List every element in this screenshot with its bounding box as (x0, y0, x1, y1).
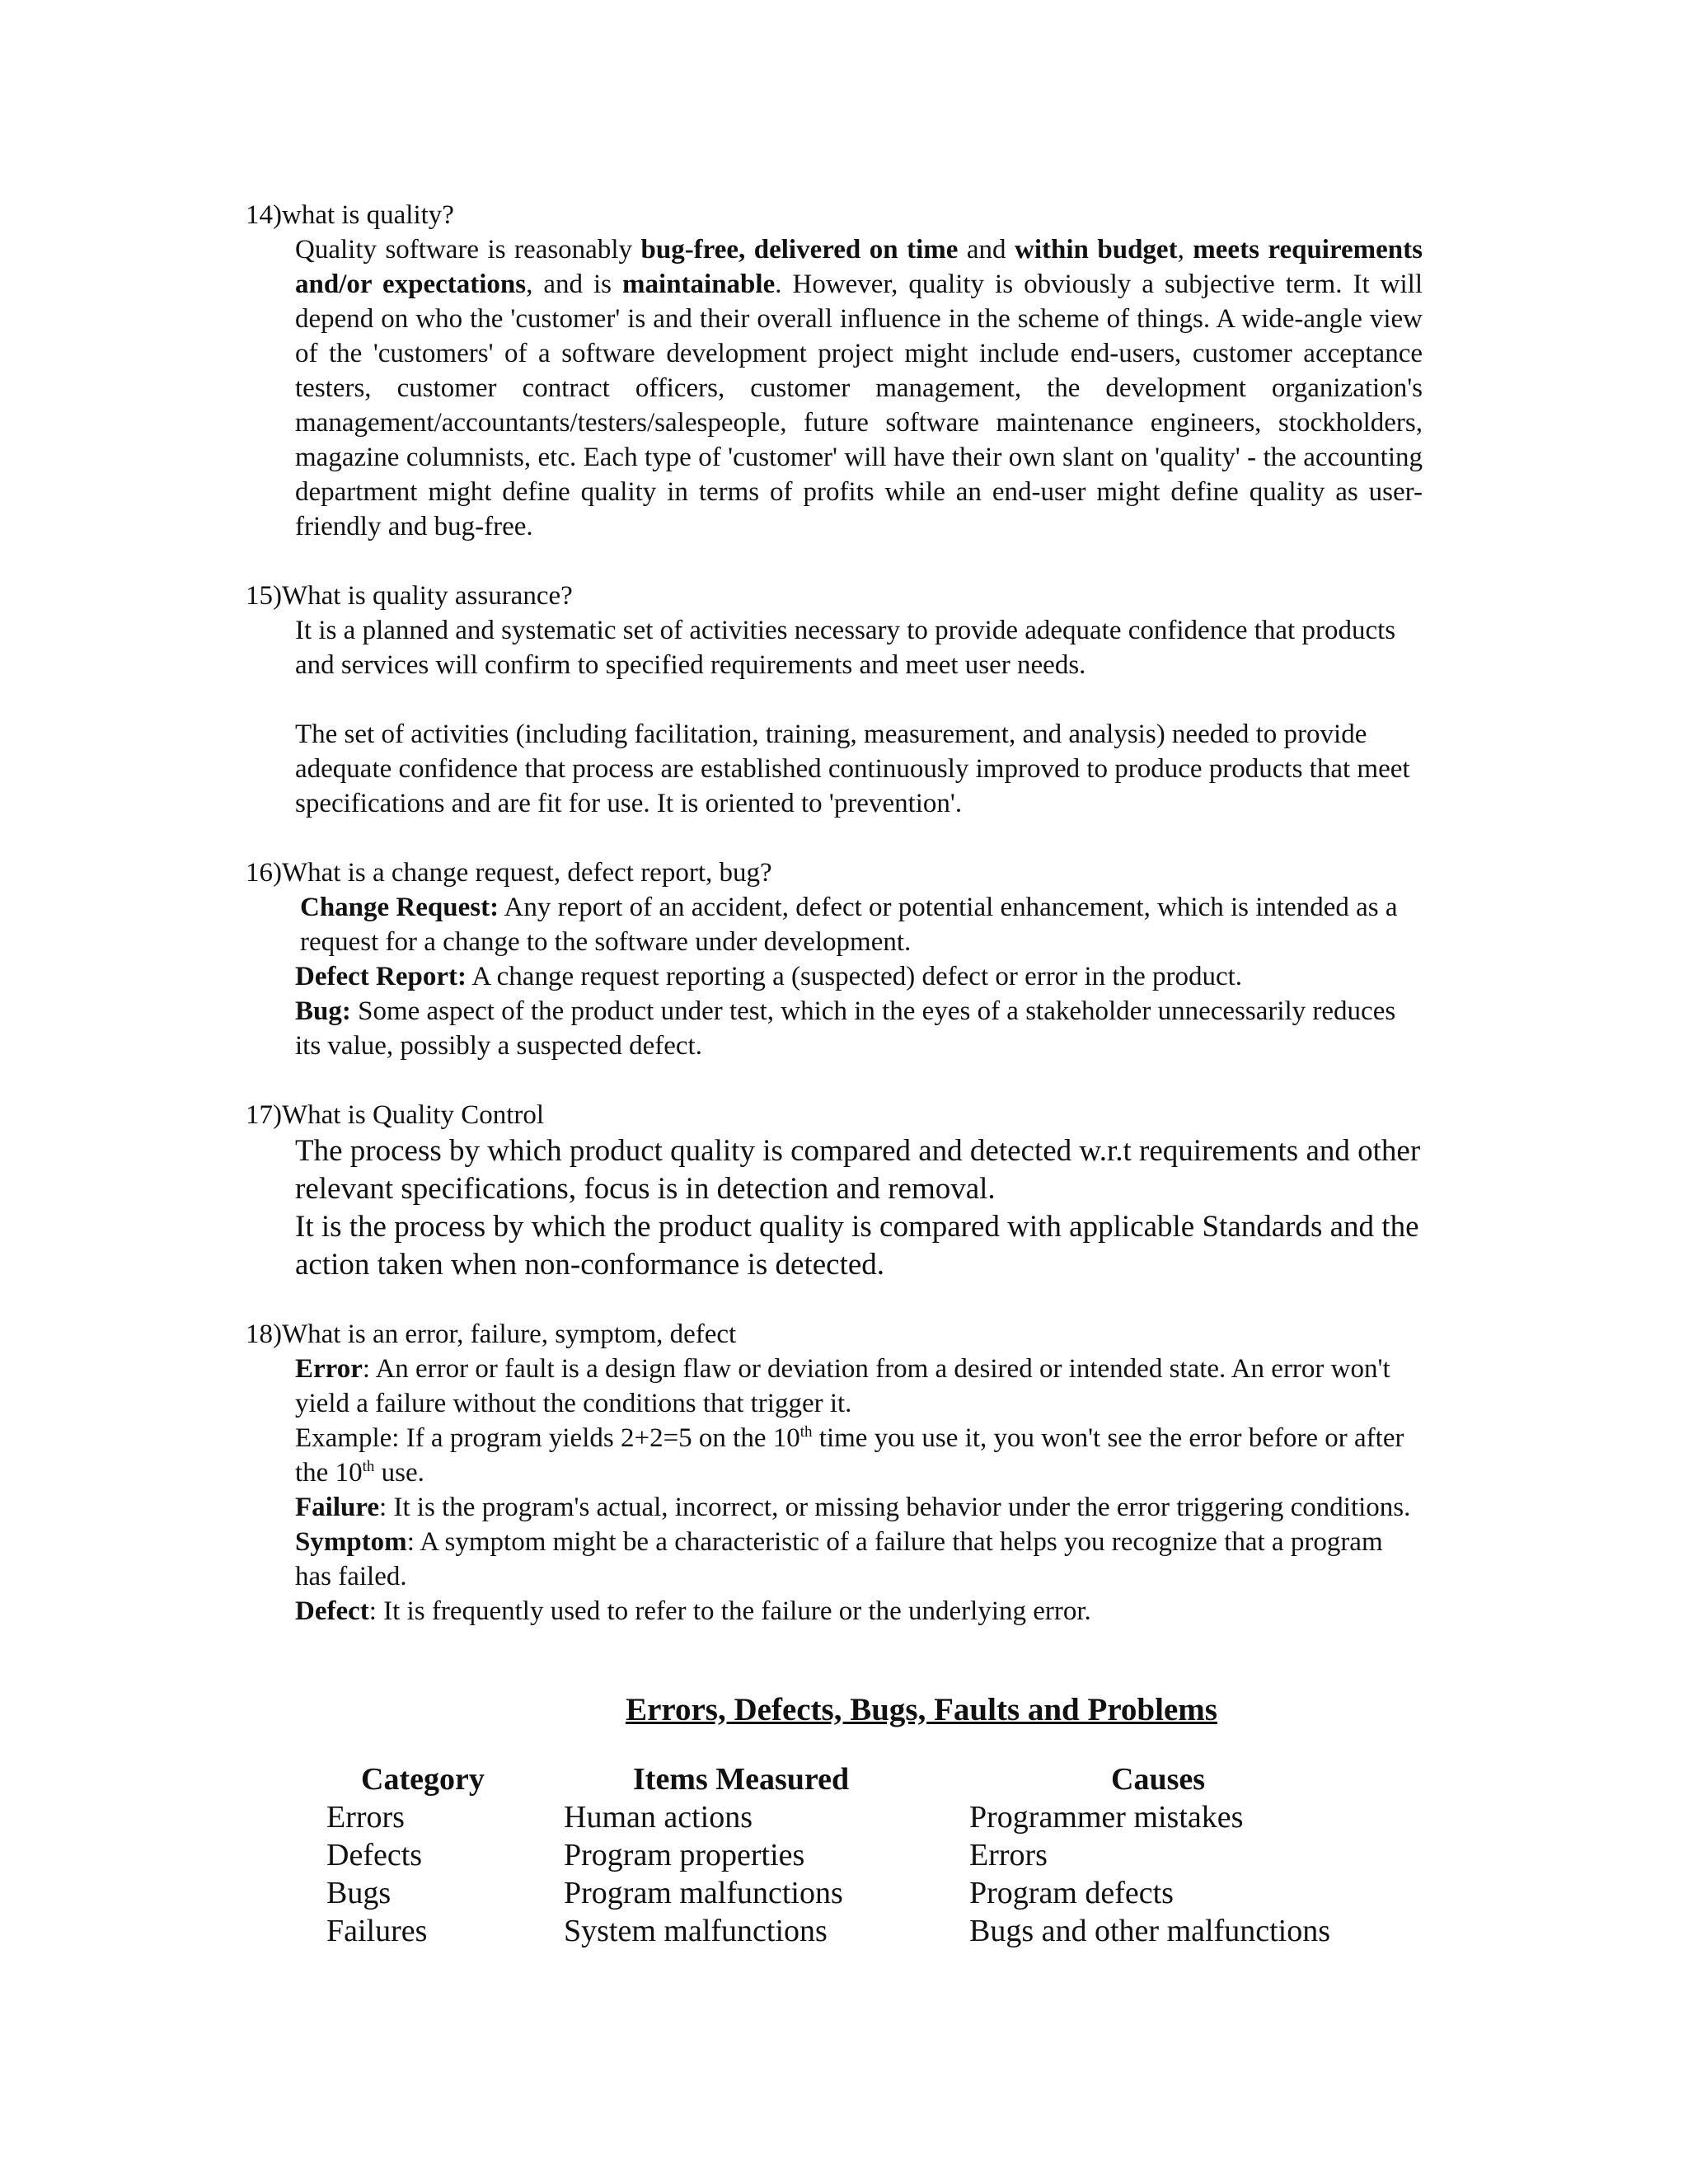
q14-text-d: , (1177, 235, 1193, 265)
defect-report-label: Defect Report: (295, 962, 467, 991)
error-example (295, 1421, 1423, 1490)
defect-label: Defect (295, 1596, 369, 1626)
question-18-answer (295, 1352, 1423, 1629)
bug-label: Bug: (295, 996, 351, 1026)
failure-definition (295, 1490, 1423, 1525)
defect-report-definition (295, 959, 1423, 994)
table-cell: Program malfunctions (564, 1876, 843, 1910)
table-cell: Failures (326, 1914, 428, 1948)
failure-label: Failure (295, 1493, 380, 1522)
question-18-heading: 18)What is an error, failure, symptom, defect (246, 1319, 737, 1349)
table-cell: Bugs and other malfunctions (969, 1914, 1330, 1948)
example-text-b: time you use it, you won't see the error before or after the 10 (295, 1423, 1404, 1488)
q14-text-e: , and is (526, 269, 623, 299)
defect-text: : It is frequently used to refer to the failure or the underlying error. (368, 1596, 1091, 1626)
question-15-paragraph-2: The set of activities (including facilitation, training, measurement, and analysis) needed to provide adequate confidence that process are established continuously improved to produce products that meet specifications and are fit for use. It is oriented to 'prevention'. (295, 719, 1410, 818)
change-request-definition (295, 890, 1423, 959)
table-cell: Errors (326, 1800, 405, 1835)
table-header-items-measured: Items Measured (633, 1762, 850, 1797)
q14-bold-bug-free: bug-free, delivered on time (640, 235, 959, 265)
question-16-answer (295, 890, 1423, 1063)
failure-text: : It is the program's actual, incorrect, or missing behavior under the error triggering conditions. (379, 1493, 1411, 1522)
symptom-definition (295, 1525, 1423, 1594)
table-title: Errors, Defects, Bugs, Faults and Problems (626, 1692, 1217, 1727)
example-text-a: Example: If a program yields 2+2=5 on the 10 (295, 1423, 800, 1453)
table-header-category: Category (361, 1762, 485, 1797)
defect-definition (295, 1594, 1423, 1629)
error-label: Error (295, 1354, 363, 1384)
symptom-text: : A symptom might be a characteristic of a failure that helps you recognize that a program has failed. (295, 1527, 1383, 1591)
question-17-heading: 17)What is Quality Control (246, 1100, 545, 1130)
table-cell: Program properties (564, 1838, 805, 1872)
table-cell: Defects (326, 1838, 423, 1872)
defect-report-text: A change request reporting a (suspected) defect or error in the product. (466, 962, 1243, 991)
question-15-paragraph-1: It is a planned and systematic set of activities necessary to provide adequate confidence that products and services will confirm to specified requirements and meet user needs. (295, 616, 1396, 680)
bug-definition (295, 994, 1423, 1063)
change-request-label: Change Request: (300, 893, 499, 922)
table-cell: Human actions (564, 1800, 753, 1835)
error-text: : An error or fault is a design flaw or deviation from a desired or intended state. An error won't yield a failure without the conditions that trigger it. (295, 1354, 1390, 1418)
q14-text-c: and (958, 235, 1015, 265)
question-17-paragraph-1: The process by which product quality is compared and detected w.r.t requirements and other relevant specifications, focus is in detection and removal. (295, 1134, 1421, 1206)
table-cell: Programmer mistakes (969, 1800, 1244, 1835)
table-cell: Bugs (326, 1876, 392, 1910)
error-definition (295, 1352, 1423, 1421)
q14-text-a: Quality software is reasonably (295, 235, 641, 265)
table-cell: System malfunctions (564, 1914, 828, 1948)
question-15-heading: 15)What is quality assurance? (246, 581, 573, 611)
example-superscript-1: th (799, 1423, 813, 1441)
table-cell: Program defects (969, 1876, 1174, 1910)
question-14-heading: 14)what is quality? (246, 200, 454, 230)
example-superscript-2: th (362, 1458, 375, 1475)
q14-bold-maintainable: maintainable (622, 269, 776, 299)
bug-text: Some aspect of the product under test, which in the eyes of a stakeholder unnecessarily reduces its value, possibly a suspected defect. (295, 996, 1396, 1061)
table-header-causes: Causes (1111, 1762, 1206, 1797)
question-16-heading: 16)What is a change request, defect report, bug? (246, 858, 772, 888)
question-14-answer (295, 232, 1423, 544)
q14-bold-budget: within budget (1015, 235, 1178, 265)
question-17-paragraph-2: It is the process by which the product quality is compared with applicable Standards and the action taken when non-conformance is detected. (295, 1210, 1419, 1282)
example-text-c: use. (374, 1458, 424, 1488)
table-cell: Errors (969, 1838, 1048, 1872)
q14-bold-requirements: meets requirements and/or expectations (295, 235, 1423, 299)
q14-text-f: . However, quality is obviously a subjective term. It will depend on who the 'customer' is and their overall influence in the scheme of things. A wide-angle view of the 'customers' of a software development project might include end-users, customer acceptance testers, customer contract officers, customer management, the development organization's management/accountants/testers/salespeople, future software maintenance engineers, stockholders, magazine columnists, etc. Each type of 'customer' will have their own slant on 'quality' - the accounting department might define quality in terms of profits while an end-user might define quality as user-friendly and bug-free. (295, 269, 1423, 541)
symptom-label: Symptom (295, 1527, 407, 1557)
change-request-text: Any report of an accident, defect or potential enhancement, which is intended as a request for a change to the software under development. (300, 893, 1398, 957)
